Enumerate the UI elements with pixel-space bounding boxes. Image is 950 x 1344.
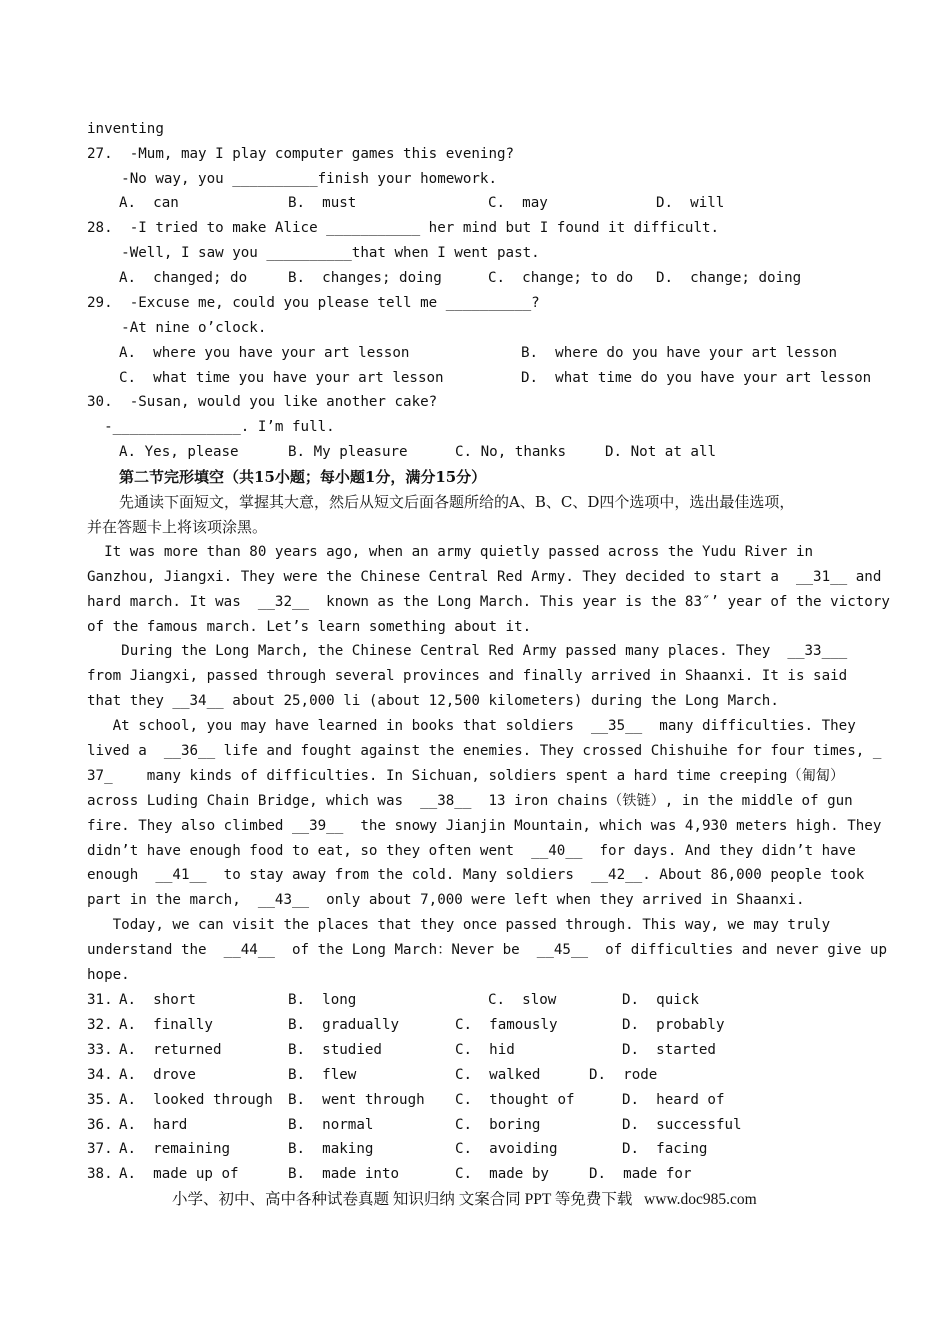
passage-line: hope.	[87, 967, 130, 983]
q29-option-b: B. where do you have your art lesson	[521, 345, 838, 361]
answer-number: 31.	[87, 992, 113, 1008]
question-28-reply: -Well, I saw you __________that when I went past.	[87, 245, 540, 261]
question-30-prompt: 30. -Susan, would you like another cake?	[87, 394, 438, 410]
instruction-line-1: 先通读下面短文，掌握其大意，然后从短文后面各题所给的A、B、C、D四个选项中，选出最佳选项，	[119, 493, 795, 511]
passage-line: didn’t have enough food to eat, so they often went __40__ for days. And they didn’t have	[87, 843, 856, 859]
q28-option-a: A. changed; do	[119, 270, 248, 286]
q30-option-c: C. No, thanks	[455, 444, 567, 460]
answer-option-a: A. looked through	[119, 1091, 273, 1108]
q29-option-c: C. what time you have your art lesson	[119, 370, 444, 386]
passage-line: lived a __36__ life and fought against the enemies. They crossed Chishuihe for four times, _	[87, 743, 882, 759]
instruction-line-2: 并在答题卡上将该项涂黑。	[87, 518, 268, 536]
passage-line: Today, we can visit the places that they once passed through. This way, we may truly	[87, 917, 831, 933]
answer-option-c: C. slow	[488, 992, 557, 1008]
answer-option-a: A. drove	[119, 1066, 196, 1083]
answer-option-d: D. rode	[589, 1066, 658, 1083]
answer-option-d: D. made for	[589, 1166, 692, 1183]
answer-option-c: C. famously	[455, 1016, 558, 1033]
q30-option-b: B. My pleasure	[288, 444, 408, 460]
passage-line: that they __34__ about 25,000 li (about 12,500 kilometers) during the Long March.	[87, 693, 779, 709]
answer-option-b: B. making	[288, 1141, 374, 1158]
answer-option-a: A. hard	[119, 1116, 188, 1133]
passage-line: At school, you may have learned in books that soldiers __35__ many difficulties. They	[87, 718, 856, 734]
passage-line: During the Long March, the Chinese Central Red Army passed many places. They __33___	[87, 643, 848, 659]
answer-option-c: C. made by	[455, 1166, 549, 1183]
answer-option-d: D. heard of	[622, 1091, 725, 1108]
answer-option-a: A. made up of	[119, 1166, 239, 1183]
q28-option-b: B. changes; doing	[288, 270, 442, 286]
q27-option-d: D. will	[656, 195, 725, 211]
passage-line: fire. They also climbed __39__ the snowy Jianjin Mountain, which was 4,930 meters high. They	[87, 818, 882, 834]
q28-option-d: D. change; doing	[656, 270, 802, 286]
passage-line: from Jiangxi, passed through several provinces and finally arrived in Shaanxi. It is said	[87, 668, 848, 684]
answer-number: 37.	[87, 1141, 113, 1158]
passage-line: part in the march, __43__ only about 7,000 were left when they arrived in Shaanxi.	[87, 892, 805, 908]
answer-option-b: B. long	[288, 992, 357, 1008]
answer-option-a: A. returned	[119, 1041, 222, 1058]
answer-option-b: B. gradually	[288, 1016, 400, 1033]
answer-option-b: B. flew	[288, 1066, 357, 1083]
section-title: 第二节完形填空（共15小题；每小题1分，满分15分）	[119, 468, 487, 486]
question-27-reply: -No way, you __________finish your homework.	[87, 171, 497, 187]
q27-option-b: B. must	[288, 195, 357, 211]
answer-number: 35.	[87, 1091, 113, 1108]
continuation-text: inventing	[87, 121, 164, 137]
answer-option-b: B. made into	[288, 1166, 400, 1183]
answer-option-b: B. studied	[288, 1041, 382, 1058]
q30-option-d: D. Not at all	[605, 444, 717, 460]
q27-option-c: C. may	[488, 195, 548, 211]
answer-number: 32.	[87, 1016, 113, 1033]
question-29-prompt: 29. -Excuse me, could you please tell me __________?	[87, 295, 540, 311]
answer-option-b: B. went through	[288, 1091, 425, 1108]
answer-option-a: A. remaining	[119, 1141, 231, 1158]
q29-option-d: D. what time do you have your art lesson	[521, 370, 872, 386]
passage-line: understand the __44__ of the Long March：Never be __45__ of difficulties and never give up	[87, 942, 888, 958]
passage-line: enough __41__ to stay away from the cold. Many soldiers __42__. About 86,000 people took	[87, 867, 865, 883]
page-footer: 小学、初中、高中各种试卷真题 知识归纳 文案合同 PPT 等免费下载 www.doc985.com	[172, 1191, 757, 1208]
q30-option-a: A. Yes, please	[119, 444, 239, 460]
question-29-reply: -At nine o’clock.	[87, 320, 267, 336]
answer-number: 38.	[87, 1166, 113, 1183]
answer-option-c: C. boring	[455, 1116, 541, 1133]
q27-option-a: A. can	[119, 195, 179, 211]
q28-option-c: C. change; to do	[488, 270, 634, 286]
question-27-prompt: 27. -Mum, may I play computer games this evening?	[87, 146, 515, 162]
question-30-reply: -_______________. I’m full.	[87, 419, 335, 435]
passage-line: It was more than 80 years ago, when an army quietly passed across the Yudu River in	[87, 544, 814, 560]
answer-option-a: A. short	[119, 992, 196, 1008]
passage-line: hard march. It was __32__ known as the Long March. This year is the 83″’ year of the victory	[87, 594, 890, 610]
answer-number: 34.	[87, 1066, 113, 1083]
answer-option-b: B. normal	[288, 1116, 374, 1133]
answer-option-d: D. quick	[622, 992, 699, 1008]
answer-number: 36.	[87, 1116, 113, 1133]
answer-option-c: C. walked	[455, 1066, 541, 1083]
q29-option-a: A. where you have your art lesson	[119, 345, 410, 361]
answer-option-a: A. finally	[119, 1016, 213, 1033]
answer-option-c: C. avoiding	[455, 1141, 558, 1158]
answer-option-d: D. probably	[622, 1016, 725, 1033]
passage-line: of the famous march. Let’s learn something about it.	[87, 619, 532, 635]
passage-line: 37_ many kinds of difficulties. In Sichuan, soldiers spent a hard time creeping（匍匐）	[87, 768, 845, 784]
answer-option-d: D. successful	[622, 1116, 742, 1133]
passage-line: Ganzhou, Jiangxi. They were the Chinese Central Red Army. They decided to start a __31__ and	[87, 569, 882, 585]
question-28-prompt: 28. -I tried to make Alice ___________ her mind but I found it difficult.	[87, 220, 720, 236]
answer-number: 33.	[87, 1041, 113, 1058]
passage-line: across Luding Chain Bridge, which was __38__ 13 iron chains（铁链）, in the middle of gun	[87, 793, 853, 809]
answer-option-c: C. thought of	[455, 1091, 575, 1108]
answer-option-d: D. facing	[622, 1141, 708, 1158]
answer-option-d: D. started	[622, 1041, 716, 1058]
answer-option-c: C. hid	[455, 1041, 515, 1058]
